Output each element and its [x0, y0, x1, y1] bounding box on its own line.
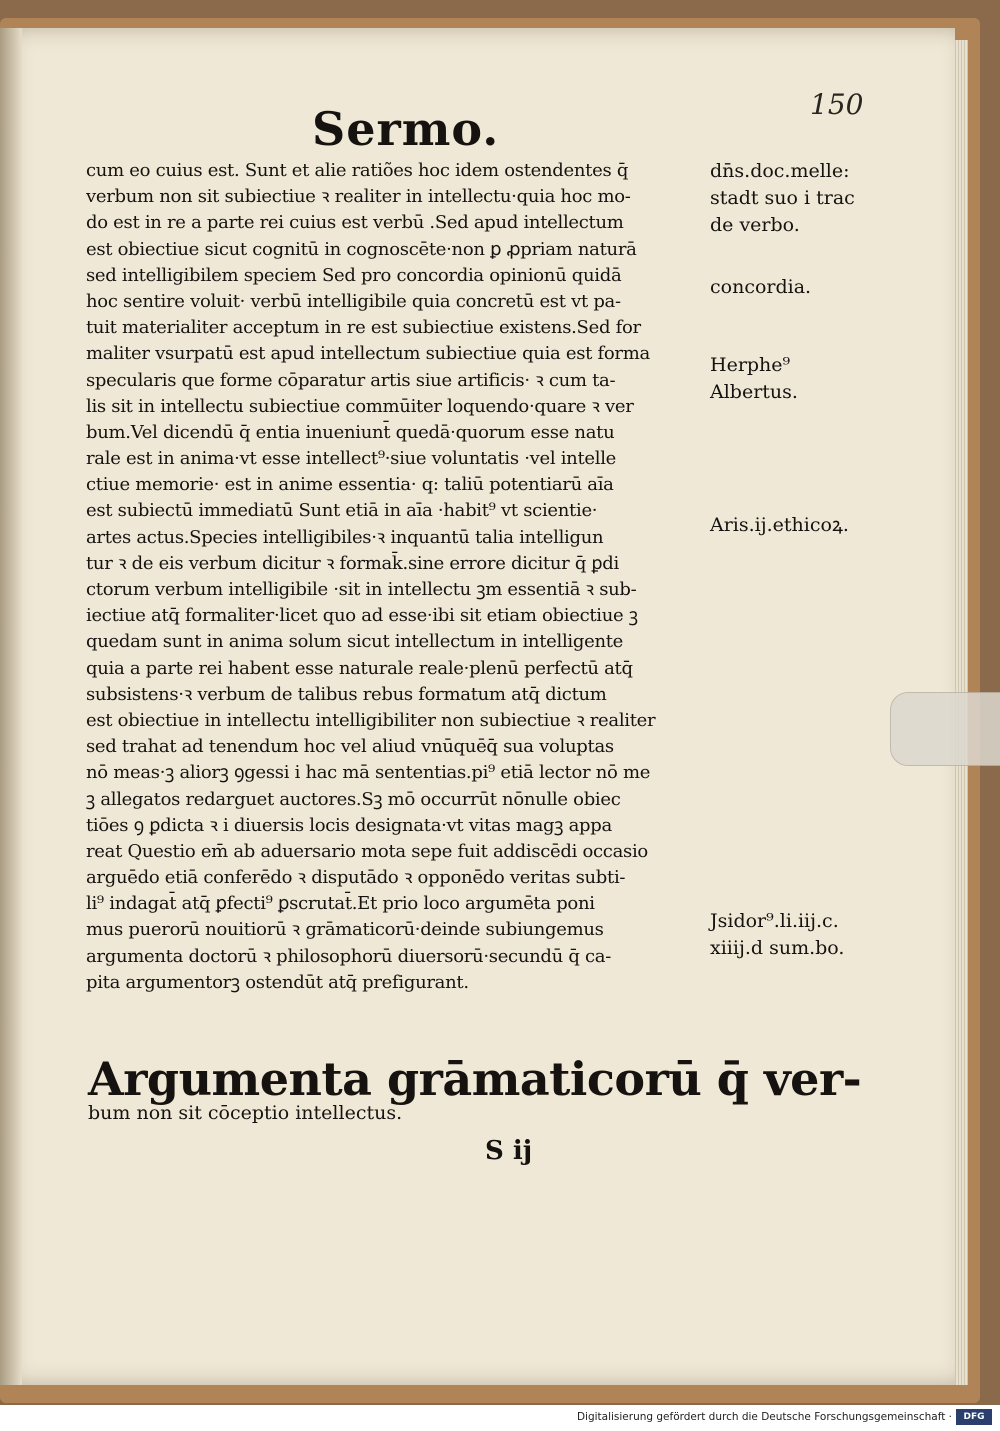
text-line: do est in re a parte rei cuius est verbū .Sed apud intellectum: [86, 212, 624, 234]
page-gutter: [0, 28, 22, 1385]
text-line: pita argumentorꝫ ostendūt atq̄ prefigurant.: [86, 971, 469, 993]
text-line: tur ꝛ de eis verbum dicitur ꝛ formak̄.sine errore dicitur q̄ ꝑdi: [86, 552, 619, 574]
text-line: est obiectiue in intellectu intelligibiliter non subiectiue ꝛ realiter: [86, 709, 656, 731]
margin-note-line: Herphe⁹: [710, 354, 791, 376]
text-line: quedam sunt in anima solum sicut intellectum in intelligente: [86, 631, 624, 653]
margin-note-isidore: [710, 908, 844, 962]
margin-note-herphe-albertus: [710, 352, 798, 406]
signature-mark: S ij: [485, 1136, 533, 1166]
text-line: rale est in anima·vt esse intellect⁹·siue voluntatis ·vel intelle: [86, 448, 617, 470]
text-line: artes actus.Species intelligibiles·ꝛ inquantū talia intelligun: [86, 526, 604, 548]
section-heading-continuation: bum non sit cōceptio intellectus.: [88, 1102, 403, 1124]
text-line: tiōes ꝯ ꝑdicta ꝛ i diuersis locis designata·vt vitas magꝫ appa: [86, 814, 612, 836]
margin-note-line: xiiij.d sum.bo.: [710, 937, 845, 959]
text-line: quia a parte rei habent esse naturale reale·plenū perfectū atq̄: [86, 657, 633, 679]
text-line: li⁹ indagat̄ atq̄ ꝑfecti⁹ ꝑscrutat̄.Et prio loco argumēta poni: [86, 893, 595, 915]
text-line: ꝫ allegatos redarguet auctores.Sꝫ mō occurrūt nōnulle obiec: [86, 788, 621, 810]
margin-note-aristotle: [710, 512, 849, 539]
text-line: hoc sentire voluit· verbū intelligibile quia concretū est vt pa-: [86, 290, 621, 312]
text-line: subsistens·ꝛ verbum de talibus rebus formatum atq̄ dictum: [86, 683, 607, 705]
text-line: argumenta doctorū ꝛ philosophorū diuersorū·secundū q̄ ca-: [86, 945, 612, 967]
bookmark-tab: [890, 692, 1000, 766]
margin-note-line: Jsidor⁹.li.iij.c.: [710, 910, 839, 932]
text-line: reat Questio em̄ ab aduersario mota sepe fuit addiscēdi occasio: [86, 840, 648, 862]
text-line: est obiectiue sicut cognitū in cognoscēte·non ꝑ ꝓpriam naturā: [86, 238, 637, 260]
margin-note-line: de verbo.: [710, 214, 800, 236]
margin-note-line: dn̄s.doc.melle:: [710, 160, 850, 182]
footer-credit: Digitalisierung gefördert durch die Deutsche Forschungsgemeinschaft ·: [576, 1411, 952, 1423]
page-heading: Sermo.: [312, 102, 500, 156]
body-text: [86, 158, 706, 996]
text-line: specularis que forme cōparatur artis siue artificis· ꝛ cum ta-: [86, 369, 616, 391]
text-line: lis sit in intellectu subiectiue commūiter loquendo·quare ꝛ ver: [86, 395, 634, 417]
text-line: sed intelligibilem speciem Sed pro concordia opinionū quidā: [86, 264, 622, 286]
folio-number: 150: [810, 88, 864, 121]
margin-note-doctor: [710, 158, 855, 239]
text-line: verbum non sit subiectiue ꝛ realiter in intellectu·quia hoc mo-: [86, 186, 631, 208]
text-line: ctorum verbum intelligibile ·sit in intellectu ꝫm essentiā ꝛ sub-: [86, 579, 637, 600]
text-line: cum eo cuius est. Sunt et alie ratiões hoc idem ostendentes q̄: [86, 160, 629, 181]
text-line: est subiectū immediatū Sunt etiā in aīa ·habit⁹ vt scientie·: [86, 500, 598, 522]
text-line: nō meas·ꝫ aliorꝫ ꝯgessi i hac mā sententias.pi⁹ etiā lector nō me: [86, 762, 651, 784]
dfg-logo: DFG: [956, 1409, 992, 1425]
text-line: bum.Vel dicendū q̄ entia inueniunt̄ quedā·quorum esse natu: [86, 421, 615, 443]
text-line: tuit materialiter acceptum in re est subiectiue existens.Sed for: [86, 317, 641, 339]
text-line: mus puerorū nouitiorū ꝛ grāmaticorū·deinde subiungemus: [86, 919, 604, 941]
margin-note-line: concordia.: [710, 276, 812, 298]
footer-bar: [0, 1406, 1000, 1431]
text-line: iectiue atq̄ formaliter·licet quo ad esse·ibi sit etiam obiectiue ꝫ: [86, 605, 638, 627]
margin-note-line: Albertus.: [710, 381, 798, 403]
text-line: arguēdo etiā conferēdo ꝛ disputādo ꝛ opponēdo veritas subti-: [86, 867, 626, 889]
text-line: maliter vsurpatū est apud intellectum subiectiue quia est forma: [86, 343, 650, 365]
margin-note-line: stadt suo i trac: [710, 187, 855, 209]
text-line: ctiue memorie· est in anime essentia· q: taliū potentiarū aīa: [86, 474, 614, 496]
margin-note-line: Aris.ij.ethicoꝝ.: [710, 514, 849, 536]
margin-note-concordia: [710, 274, 811, 301]
text-line: sed trahat ad tenendum hoc vel aliud vnūquēq̄ sua voluptas: [86, 736, 614, 758]
section-heading: Argumenta grāmaticorū q̄ ver-: [88, 1052, 862, 1106]
